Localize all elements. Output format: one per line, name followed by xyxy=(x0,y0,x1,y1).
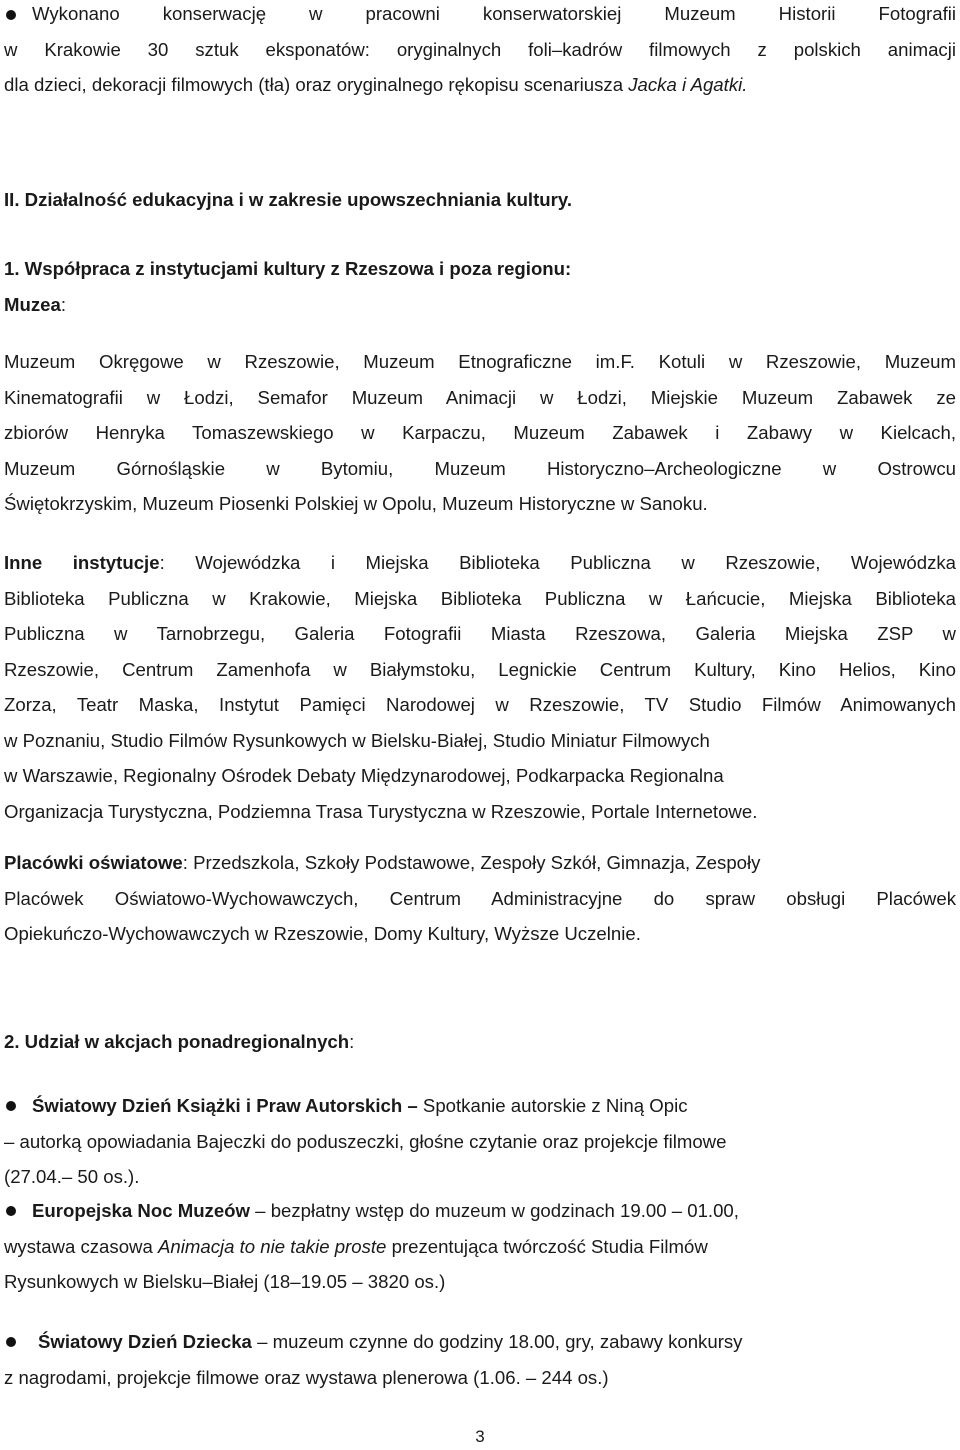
schools-text: : Przedszkola, Szkoły Podstawowe, Zespoły Szkół, Gimnazja, Zespoły xyxy=(182,852,761,873)
intro-line-3 xyxy=(4,67,956,103)
event-item xyxy=(4,1324,956,1395)
event-2-line-3: Rysunkowych w Bielsku–Białej (18–19.05 – 3820 os.) xyxy=(4,1271,446,1292)
event-1-line: – autorką opowiadania Bajeczki do poduszeczki, głośne czytanie oraz projekcje filmowe xyxy=(4,1130,727,1152)
intro-line-3-title: Jacka i Agatki. xyxy=(628,74,748,95)
museums-line: Muzeum Górnośląskie w Bytomiu, Muzeum Historyczno–Archeologiczne w Ostrowcu xyxy=(4,457,956,479)
event-3-text: – muzeum czynne do godziny 18.00, gry, zabawy konkursy xyxy=(251,1331,743,1352)
museums-label: Muzea xyxy=(4,293,61,315)
other-institutions-line: Rzeszowie, Centrum Zamenhofa w Białymstoku, Legnickie Centrum Kultury, Kino Helios, Kino xyxy=(4,658,956,680)
event-2-text: prezentująca twórczość Studia Filmów xyxy=(386,1235,708,1257)
event-2-title: Europejska Noc Muzeów xyxy=(32,1200,251,1221)
page-number: 3 xyxy=(475,1427,485,1446)
other-institutions-line: w Poznaniu, Studio Filmów Rysunkowych w Bielsku-Białej, Studio Miniatur Filmowych xyxy=(4,729,710,751)
event-1-line: (27.04.– 50 os.). xyxy=(4,1166,140,1187)
other-institutions-paragraph xyxy=(4,545,956,829)
intro-paragraph xyxy=(4,0,956,103)
schools-line: Opiekuńczo-Wychowawczych w Rzeszowie, Domy Kultury, Wyższe Uczelnie. xyxy=(4,923,641,944)
other-institutions-line: w Warszawie, Regionalny Ośrodek Debaty Międzynarodowej, Podkarpacka Regionalna xyxy=(4,765,724,786)
event-2-text: – bezpłatny wstęp do muzeum w godzinach 19.00 – 01.00, xyxy=(250,1200,739,1221)
intro-line-2: w Krakowie 30 sztuk eksponatów: oryginalnych foli–kadrów filmowych z polskich animacji xyxy=(4,38,956,60)
other-institutions-line: Biblioteka Publiczna w Krakowie, Miejska Biblioteka Publiczna w Łańcucie, Miejska Biblioteka xyxy=(4,587,956,609)
schools-paragraph xyxy=(4,845,956,952)
event-1-title: Światowy Dzień Książki i Praw Autorskich – xyxy=(32,1095,418,1116)
event-1-text: Spotkanie autorskie z Niną Opic xyxy=(417,1095,688,1116)
event-3-line: z nagrodami, projekcje filmowe oraz wystawa plenerowa (1.06. – 244 os.) xyxy=(4,1366,609,1388)
event-2-exhibition-title: Animacja to nie takie proste xyxy=(157,1235,387,1257)
other-institutions-line: Publiczna w Tarnobrzegu, Galeria Fotografii Miasta Rzeszowa, Galeria Miejska ZSP w xyxy=(4,623,956,644)
event-item xyxy=(4,1088,956,1195)
event-item xyxy=(4,1193,956,1300)
intro-line-3-text: dla dzieci, dekoracji filmowych (tła) oraz oryginalnego rękopisu scenariusza xyxy=(4,74,629,95)
museums-line: zbiorów Henryka Tomaszewskiego w Karpaczu, Muzeum Zabawek i Zabawy w Kielcach, xyxy=(4,422,956,443)
museums-line: Kinematografii w Łodzi, Semafor Muzeum Animacji w Łodzi, Miejskie Muzeum Zabawek ze xyxy=(4,386,956,408)
other-institutions-text: : Wojewódzka i Miejska Biblioteka Publiczna w Rzeszowie, Wojewódzka xyxy=(159,552,957,573)
museums-label-colon: : xyxy=(60,293,66,315)
subsection-2-heading xyxy=(4,1024,956,1060)
event-3-title: Światowy Dzień Dziecka xyxy=(38,1331,252,1352)
event-3-line-1 xyxy=(4,1324,956,1360)
subsection-2-colon: : xyxy=(349,1031,355,1052)
subsection-2-title: 2. Udział w akcjach ponadregionalnych xyxy=(4,1031,350,1052)
intro-line-1: Wykonano konserwację w pracowni konserwatorskiej Muzeum Historii Fotografii xyxy=(32,3,956,24)
museums-line: Świętokrzyskim, Muzeum Piosenki Polskiej w Opolu, Muzeum Historyczne w Sanoku. xyxy=(4,493,708,514)
event-2-text: wystawa czasowa xyxy=(4,1235,158,1257)
event-1-line-1 xyxy=(4,1088,956,1124)
other-institutions-line-1 xyxy=(4,545,956,581)
subsection-1 xyxy=(4,251,956,322)
event-2-line-2 xyxy=(4,1229,956,1265)
museums-paragraph xyxy=(4,344,956,522)
museums-label-line xyxy=(4,287,956,323)
schools-label: Placówki oświatowe xyxy=(4,852,183,873)
museums-line: Muzeum Okręgowe w Rzeszowie, Muzeum Etnograficzne im.F. Kotuli w Rzeszowie, Muzeum xyxy=(4,351,956,372)
section-heading-ii: II. Działalność edukacyjna i w zakresie upowszechniania kultury. xyxy=(4,189,572,210)
other-institutions-line: Zorza, Teatr Maska, Instytut Pamięci Narodowej w Rzeszowie, TV Studio Filmów Animowanych xyxy=(4,694,956,715)
schools-line: Placówek Oświatowo-Wychowawczych, Centrum Administracyjne do spraw obsługi Placówek xyxy=(4,887,956,909)
subsection-1-heading: 1. Współpraca z instytucjami kultury z Rzeszowa i poza regionu: xyxy=(4,258,572,279)
schools-line-1 xyxy=(4,845,956,881)
event-2-line-1 xyxy=(4,1193,956,1229)
other-institutions-label: Inne instytucje xyxy=(4,552,160,573)
other-institutions-line: Organizacja Turystyczna, Podziemna Trasa Turystyczna w Rzeszowie, Portale Internetowe. xyxy=(4,800,758,822)
